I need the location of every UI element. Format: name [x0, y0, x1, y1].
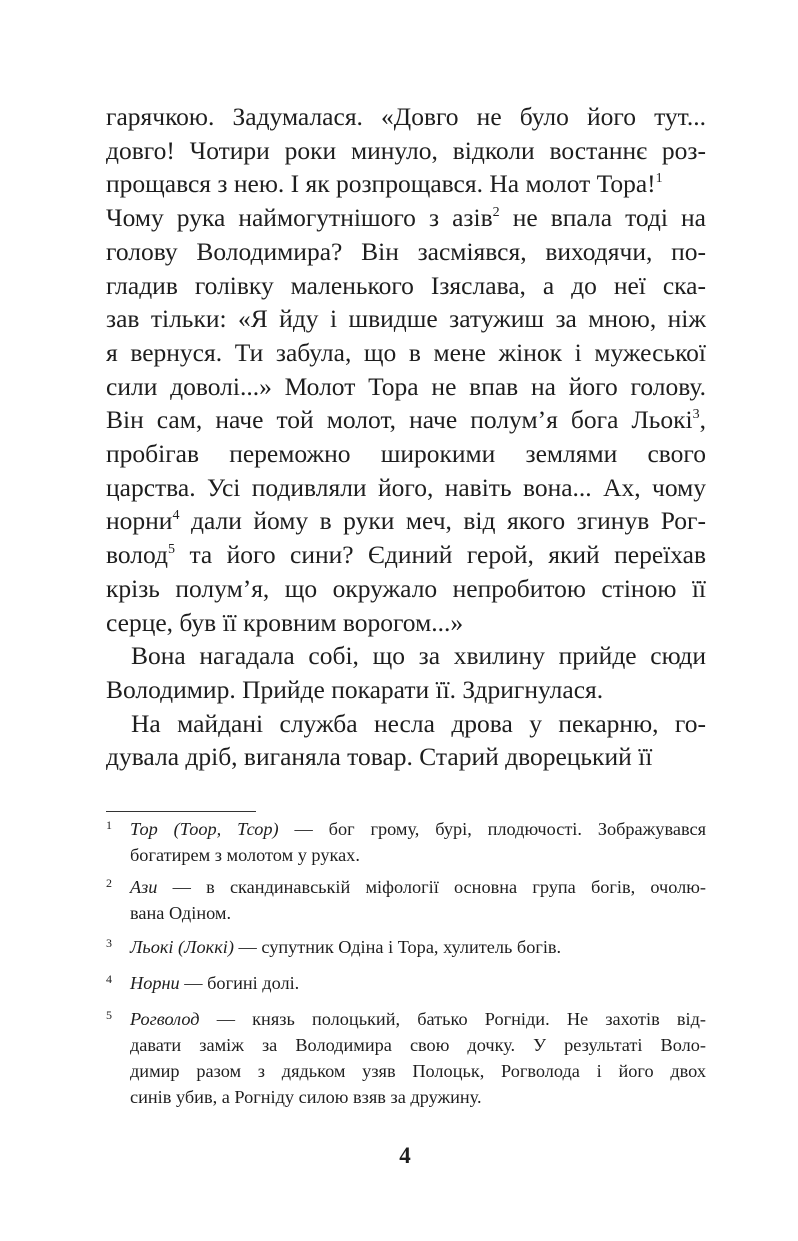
text-segment: дувала дріб, виганяла товар. Старий дворецький її — [106, 742, 653, 772]
text-segment: я вернуся. Ти забула, що в мене жінок і мужеської — [106, 337, 706, 367]
text-line — [106, 336, 706, 370]
text-segment: серце, був її кровним ворогом...» — [106, 607, 464, 637]
text-line — [106, 673, 706, 707]
footnote-line — [130, 1006, 706, 1032]
text-line — [106, 471, 706, 505]
text-segment: голову Володимира? Він засміявся, виходячи, по- — [106, 236, 706, 266]
text-line — [106, 201, 706, 235]
footnote-text: — в скандинавській міфології основна група богів, очолю- — [157, 877, 706, 897]
text-segment: дали йому в руки меч, від якого згинув Рог- — [179, 506, 706, 536]
text-line — [106, 740, 706, 774]
footnote-number: 2 — [106, 876, 112, 890]
footnote-ref[interactable]: 1 — [655, 171, 663, 187]
text-segment: Володимир. Прийде покарати її. Здригнулася. — [106, 674, 604, 704]
footnote-line — [130, 900, 706, 926]
footnote-line — [130, 874, 706, 900]
footnote-number: 4 — [106, 972, 112, 986]
text-segment: не впала тоді на — [499, 203, 706, 233]
text-line — [131, 707, 706, 741]
text-line — [106, 437, 706, 471]
footnote-text: синів убив, а Рогніду силою взяв за дружину. — [130, 1087, 482, 1107]
footnote-text: давати заміж за Володимира свою дочку. У результаті Воло- — [130, 1035, 706, 1055]
text-line — [106, 100, 706, 134]
footnote-text: — богині долі. — [179, 973, 300, 993]
text-line — [106, 538, 706, 572]
footnote-text: богатирем з молотом у руках. — [130, 845, 360, 865]
footnote-line — [130, 1032, 706, 1058]
text-segment: На майдані служба несла дрова у пекарню, го- — [131, 708, 706, 738]
text-segment: сили доволі...» Молот Тора не впав на його голову. — [106, 371, 706, 401]
text-segment: зав тільки: «Я йду і швидше затужиш за мною, ніж — [106, 304, 706, 334]
text-line — [106, 134, 706, 168]
text-segment: Чому рука наймогутнішого з азів — [106, 203, 493, 233]
footnote-line — [130, 970, 706, 996]
text-segment: норни — [106, 506, 173, 536]
footnote-text: вана Одіном. — [130, 903, 232, 923]
text-segment: , — [699, 405, 706, 435]
footnote-number: 3 — [106, 936, 112, 950]
text-segment: пробігав переможно широкими землями свого — [106, 439, 706, 468]
footnote-ref[interactable]: 2 — [492, 205, 500, 221]
text-line — [106, 403, 706, 437]
footnote-text: — князь полоцький, батько Рогніди. Не захотів від- — [199, 1009, 706, 1029]
text-line — [106, 572, 706, 606]
footnote-line — [130, 934, 706, 960]
text-segment: довго! Чотири роки минуло, відколи востаннє роз- — [106, 135, 706, 165]
footnote-term: Льокі (Локкі) — [130, 937, 234, 957]
text-segment: крізь полум’я, що окружало непробитою стіною її — [106, 573, 706, 603]
text-segment: волод — [106, 540, 168, 570]
text-line — [106, 269, 706, 303]
text-segment: Вона нагадала собі, що за хвилину прийде сюди — [131, 641, 706, 671]
footnote-text: — супутник Одіна і Тора, хулитель богів. — [233, 937, 562, 957]
text-line — [106, 167, 706, 201]
text-line — [131, 639, 706, 673]
text-line — [106, 504, 706, 538]
footnote-term: Рогволод — [130, 1009, 200, 1029]
page-number: 4 — [399, 1143, 411, 1168]
footnote-text: — бог грому, бурі, плодючості. Зображувався — [278, 819, 706, 839]
footnote-ref[interactable]: 4 — [172, 508, 180, 524]
text-segment: гладив голівку маленького Ізяслава, а до неї ска- — [106, 270, 706, 300]
footnote-ref[interactable]: 3 — [692, 407, 700, 423]
footnote-term: Ази — [130, 877, 158, 897]
footnote-number: 1 — [106, 818, 112, 832]
footnote-line — [130, 816, 706, 842]
text-segment: Він сам, наче той молот, наче полум’я бога Льокі — [106, 405, 693, 435]
text-line — [106, 370, 706, 404]
text-segment: та його сини? Єдиний герой, який переїхав — [175, 540, 706, 570]
text-segment: царства. Усі подивляли його, навіть вона... Ах, чому — [106, 472, 706, 502]
text-segment: прощався з нею. І як розпрощався. На молот Тора! — [106, 169, 656, 199]
text-line — [106, 235, 706, 269]
footnote-line — [130, 842, 706, 868]
text-line — [106, 606, 706, 640]
footnote-text: димир разом з дядьком узяв Полоцьк, Рогволода і його двох — [130, 1061, 706, 1081]
footnote-term: Норни — [130, 973, 180, 993]
footnote-ref[interactable]: 5 — [168, 542, 176, 558]
footnote-term: Тор (Тоор, Тсор) — [130, 819, 279, 839]
footnote-separator — [106, 811, 256, 812]
footnote-line — [130, 1084, 706, 1110]
text-segment: гарячкою. Задумалася. «Довго не було його тут... — [106, 102, 706, 131]
footnote-line — [130, 1058, 706, 1084]
text-line — [106, 302, 706, 336]
footnote-number: 5 — [106, 1008, 112, 1022]
